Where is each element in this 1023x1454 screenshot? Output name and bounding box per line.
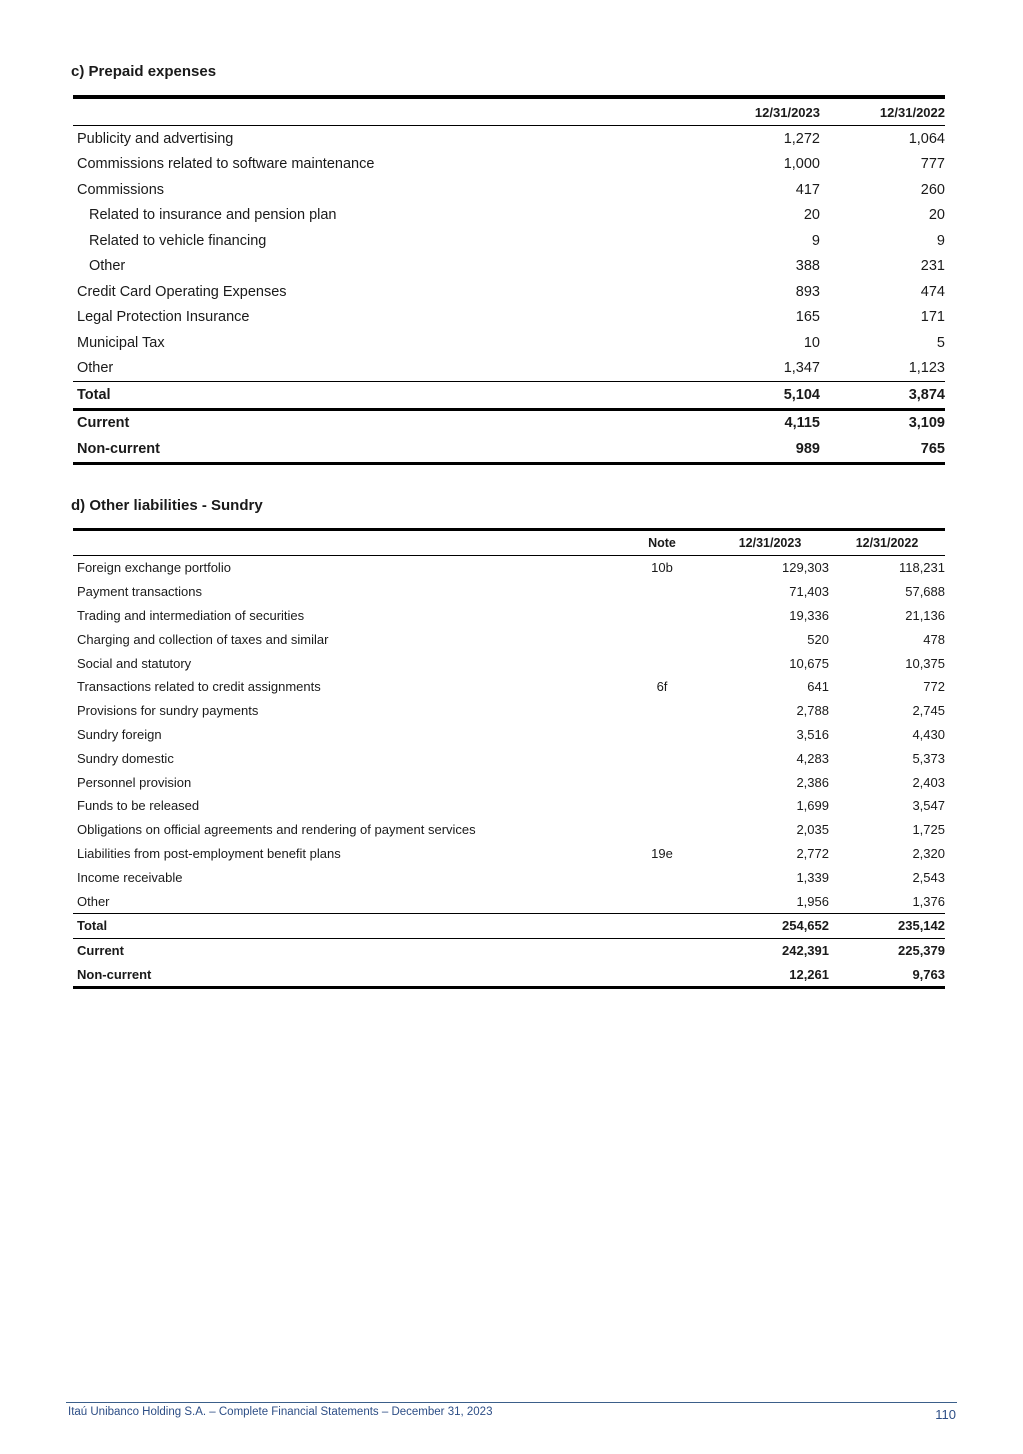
value-2022: 1,725	[912, 822, 945, 838]
value-2022: 20	[928, 207, 945, 224]
table-row	[73, 604, 945, 628]
value-2023: 19,336	[789, 607, 829, 623]
row-label: Credit Card Operating Expenses	[77, 283, 287, 300]
current-2022: 225,379	[898, 943, 945, 959]
value-2023: 2,772	[796, 845, 829, 861]
non-current-2023: 12,261	[711, 963, 829, 988]
table-row	[73, 889, 945, 913]
table-row	[73, 746, 945, 770]
value-2023: 1,347	[783, 360, 820, 377]
row-label: Trading and intermediation of securities	[77, 607, 305, 623]
value-2022: 57,688	[905, 584, 945, 600]
value-2022: 5,373	[912, 750, 945, 766]
prepaid-expenses-table	[73, 95, 945, 465]
value-2023: 893	[795, 283, 820, 300]
row-note	[613, 770, 711, 794]
value-2022: 1,064	[908, 130, 945, 147]
row-note	[613, 651, 711, 675]
header-2023: 12/31/2023	[713, 97, 820, 126]
table-row	[73, 254, 945, 280]
table-row	[73, 580, 945, 604]
current-row	[73, 409, 945, 436]
row-note	[613, 746, 711, 770]
table-row	[73, 794, 945, 818]
non-current-2022: 9,763	[829, 963, 945, 988]
value-2022: 2,320	[912, 845, 945, 861]
row-label: Related to insurance and pension plan	[89, 207, 337, 224]
value-2023: 2,788	[796, 703, 829, 719]
row-note	[613, 604, 711, 628]
non-current-label: Non-current	[73, 436, 713, 463]
value-2023: 10	[803, 334, 820, 351]
value-2022: 478	[923, 631, 945, 647]
row-label: Related to vehicle financing	[89, 232, 267, 249]
section-d-title: d) Other liabilities - Sundry	[71, 497, 263, 514]
value-2022: 171	[920, 309, 945, 326]
value-2023: 1,956	[796, 893, 829, 909]
value-2023: 1,000	[783, 156, 820, 173]
value-2022: 3,547	[912, 798, 945, 814]
table-row	[73, 177, 945, 203]
footer-divider	[66, 1402, 957, 1403]
table-header-row	[73, 530, 945, 556]
value-2022: 2,543	[912, 869, 945, 885]
row-label: Publicity and advertising	[77, 130, 234, 147]
table-row	[73, 279, 945, 305]
value-2022: 9	[936, 232, 945, 249]
table-row	[73, 305, 945, 331]
value-2022: 2,745	[912, 703, 945, 719]
table-row	[73, 627, 945, 651]
value-2023: 2,035	[796, 822, 829, 838]
value-2023: 3,516	[796, 726, 829, 742]
value-2023: 71,403	[789, 584, 829, 600]
row-label: Other	[77, 360, 114, 377]
current-label: Current	[77, 943, 124, 959]
row-note	[613, 580, 711, 604]
current-2023: 4,115	[784, 415, 820, 432]
value-2023: 4,283	[796, 750, 829, 766]
non-current-2022: 765	[820, 436, 945, 463]
section-c-title: c) Prepaid expenses	[71, 63, 217, 80]
table-row	[73, 126, 945, 152]
value-2022: 231	[920, 258, 945, 275]
row-note	[613, 889, 711, 913]
value-2022: 1,123	[908, 360, 945, 377]
row-label: Legal Protection Insurance	[77, 309, 250, 326]
table-row	[73, 651, 945, 675]
header-label	[73, 97, 713, 126]
row-label: Funds to be released	[77, 798, 200, 814]
value-2023: 2,386	[796, 774, 829, 790]
footer-text: Itaú Unibanco Holding S.A. – Complete Financial Statements – December 31, 2023	[68, 1406, 493, 1418]
row-note	[613, 699, 711, 723]
total-2022: 235,142	[829, 913, 945, 938]
table-row	[73, 152, 945, 178]
table-row	[73, 818, 945, 842]
value-2023: 520	[807, 631, 829, 647]
value-2023: 417	[795, 181, 820, 198]
table-header-row	[73, 97, 945, 126]
value-2023: 388	[795, 258, 820, 275]
table-row	[73, 556, 945, 580]
non-current-label: Non-current	[73, 963, 613, 988]
value-2022: 474	[920, 283, 945, 300]
table-row	[73, 699, 945, 723]
value-2022: 118,231	[898, 560, 945, 576]
value-2022: 772	[923, 679, 945, 695]
value-2023: 641	[807, 679, 829, 695]
header-2022: 12/31/2022	[820, 97, 945, 126]
value-2023: 9	[811, 232, 820, 249]
row-note	[613, 723, 711, 747]
row-label: Obligations on official agreements and rendering of payment services	[77, 822, 476, 838]
row-label: Social and statutory	[77, 655, 192, 671]
row-label: Foreign exchange portfolio	[77, 560, 231, 576]
header-2022: 12/31/2022	[829, 530, 945, 556]
table-row	[73, 770, 945, 794]
row-label: Municipal Tax	[77, 334, 165, 351]
value-2023: 129,303	[782, 560, 829, 576]
other-liabilities-table	[73, 528, 945, 989]
total-2023: 254,652	[711, 913, 829, 938]
value-2023: 10,675	[789, 655, 829, 671]
current-row	[73, 938, 945, 962]
current-2023: 242,391	[782, 943, 829, 959]
value-2022: 21,136	[905, 607, 945, 623]
table-row	[73, 228, 945, 254]
value-2022: 260	[920, 181, 945, 198]
header-note: Note	[613, 530, 711, 556]
table-row	[73, 330, 945, 356]
row-label: Income receivable	[77, 869, 183, 885]
row-note	[613, 627, 711, 651]
row-label: Charging and collection of taxes and similar	[77, 631, 329, 647]
row-note	[613, 865, 711, 889]
table-row	[73, 723, 945, 747]
total-label: Total	[73, 913, 613, 938]
total-row	[73, 382, 945, 410]
row-note: 10b	[651, 560, 673, 576]
non-current-row	[73, 436, 945, 463]
table-row	[73, 865, 945, 889]
row-note: 19e	[651, 845, 673, 861]
header-label	[73, 530, 613, 556]
value-2022: 2,403	[912, 774, 945, 790]
page-number: 110	[935, 1407, 956, 1422]
row-label: Other	[89, 258, 126, 275]
row-label: Other	[77, 893, 110, 909]
row-label: Transactions related to credit assignments	[77, 679, 321, 695]
table-row	[73, 356, 945, 382]
value-2022: 4,430	[912, 726, 945, 742]
row-label: Liabilities from post-employment benefit plans	[77, 845, 341, 861]
value-2022: 777	[920, 156, 945, 173]
total-2023: 5,104	[713, 382, 820, 410]
row-label: Provisions for sundry payments	[77, 703, 259, 719]
table-row	[73, 675, 945, 699]
value-2023: 1,699	[796, 798, 829, 814]
non-current-row	[73, 963, 945, 988]
value-2022: 1,376	[912, 893, 945, 909]
value-2023: 1,339	[796, 869, 829, 885]
value-2023: 1,272	[783, 130, 820, 147]
table-row	[73, 203, 945, 229]
value-2022: 5	[936, 334, 945, 351]
row-label: Personnel provision	[77, 774, 192, 790]
total-label: Total	[73, 382, 713, 410]
row-label: Sundry domestic	[77, 750, 174, 766]
header-2023: 12/31/2023	[711, 530, 829, 556]
total-2022: 3,874	[820, 382, 945, 410]
row-note	[613, 794, 711, 818]
value-2022: 10,375	[905, 655, 945, 671]
table-row	[73, 842, 945, 866]
row-label: Payment transactions	[77, 584, 203, 600]
row-note	[613, 818, 711, 842]
value-2023: 20	[803, 207, 820, 224]
total-row	[73, 913, 945, 938]
row-label: Commissions related to software maintenance	[77, 156, 375, 173]
non-current-2023: 989	[713, 436, 820, 463]
current-2022: 3,109	[908, 415, 945, 432]
value-2023: 165	[795, 309, 820, 326]
row-label: Sundry foreign	[77, 726, 162, 742]
row-note: 6f	[656, 679, 668, 695]
row-label: Commissions	[77, 181, 165, 198]
current-label: Current	[77, 415, 130, 432]
